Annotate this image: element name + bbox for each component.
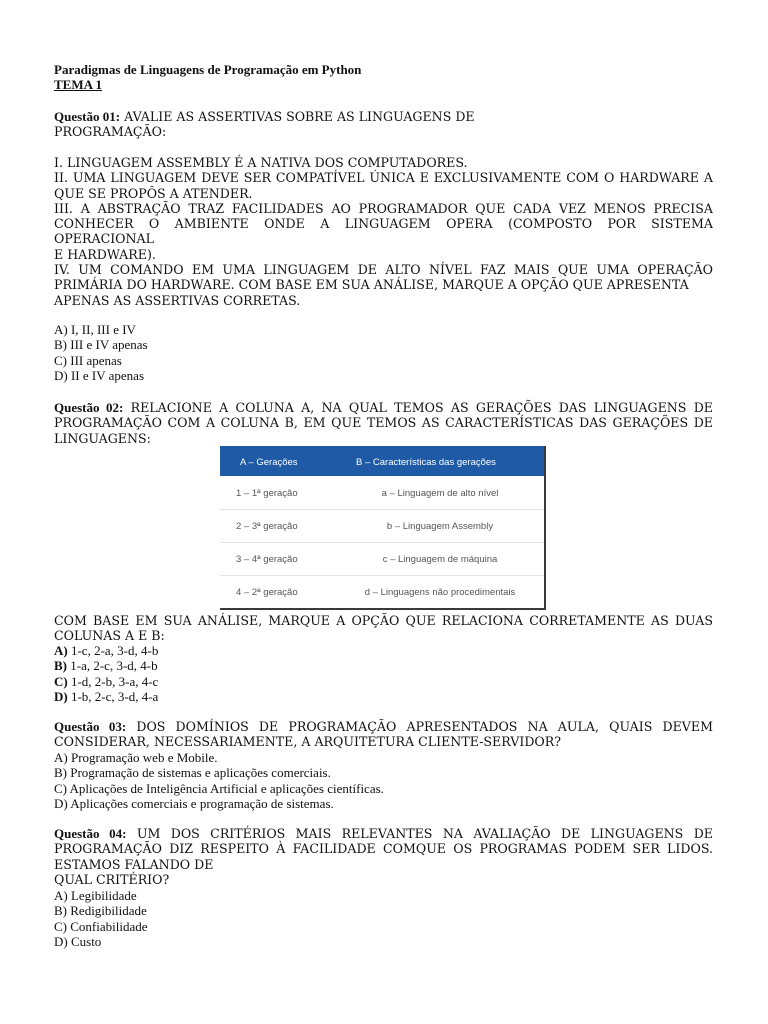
option-d[interactable]: D) 1-b, 2-c, 3-d, 4-a — [54, 688, 159, 704]
cell-generation: 1 – 1ª geração — [236, 488, 298, 499]
question-text: COLUNAS A E B: — [54, 628, 165, 644]
question-01 — [54, 109, 713, 140]
table-row — [220, 509, 544, 543]
cell-characteristic: d – Linguagens não procedimentais — [364, 587, 516, 598]
table-row — [220, 542, 544, 576]
question-text: AVALIE AS ASSERTIVAS SOBRE AS LINGUAGENS DE — [120, 109, 475, 124]
cell-characteristic: c – Linguagem de máquina — [382, 554, 498, 565]
question-03-options — [54, 750, 713, 811]
header-column-a: A – Gerações — [240, 457, 298, 468]
question-04 — [54, 826, 713, 887]
question-01-assertions — [54, 155, 713, 293]
option-d[interactable]: D) Aplicações comerciais e programação de sistemas. — [54, 795, 334, 811]
question-04-options — [54, 888, 713, 949]
option-c[interactable]: C) Aplicações de Inteligência Artificial e aplicações científicas. — [54, 780, 384, 796]
cell-generation: 4 – 2ª geração — [236, 587, 298, 598]
table-row — [220, 476, 544, 510]
question-label: Questão 02: — [54, 400, 124, 415]
assertion-line: E HARDWARE). — [54, 246, 156, 262]
table-row — [220, 575, 544, 608]
assertion-line: PRIMÁRIA DO HARDWARE. COM BASE EM SUA ANÁLISE, MARQUE A OPÇÃO QUE APRESENTA — [54, 277, 689, 293]
question-text: QUAL CRITÉRIO? — [54, 871, 170, 887]
question-02-after — [54, 613, 713, 644]
question-label: Questão 04: — [54, 826, 127, 841]
option-b[interactable]: B) Programação de sistemas e aplicações comerciais. — [54, 765, 331, 781]
generations-table — [220, 446, 546, 610]
option-d[interactable]: D) II e IV apenas — [54, 367, 144, 383]
question-text: RELACIONE A COLUNA A, NA QUAL TEMOS AS GERAÇÕES DAS LINGUAGENS DE — [123, 400, 713, 415]
question-03 — [54, 719, 713, 750]
question-text: PROGRAMAÇÃO COM A COLUNA B, EM QUE TEMOS AS CARACTERÍSTICAS DAS GERAÇÕES DE — [54, 415, 713, 431]
option-a[interactable]: A) Legibilidade — [54, 888, 137, 903]
assertion-line: III. A ABSTRAÇÃO TRAZ FACILIDADES AO PROGRAMADOR QUE CADA VEZ MENOS PRECISA — [54, 200, 713, 216]
option-a[interactable]: A) I, II, III e IV — [54, 322, 136, 337]
assertion-line: II. UMA LINGUAGEM DEVE SER COMPATÍVEL ÚNICA E EXCLUSIVAMENTE COM O HARDWARE A — [54, 170, 713, 186]
question-text: PROGRAMAÇÃO DIZ RESPEITO À FACILIDADE COMQUE OS PROGRAMAS PODEM SER LIDOS. — [54, 841, 713, 857]
question-text: CONSIDERAR, NECESSARIAMENTE, A ARQUITETURA CLIENTE-SERVIDOR? — [54, 734, 561, 750]
question-text: ESTAMOS FALANDO DE — [54, 856, 214, 872]
cell-characteristic: b – Linguagem Assembly — [386, 521, 494, 532]
option-b[interactable]: B) 1-a, 2-c, 3-d, 4-b — [54, 658, 158, 674]
option-c[interactable]: C) Confiabilidade — [54, 918, 148, 934]
question-text: PROGRAMAÇÃO: — [54, 124, 167, 140]
option-c[interactable]: C) III apenas — [54, 352, 122, 368]
question-text: UM DOS CRITÉRIOS MAIS RELEVANTES NA AVALIAÇÃO DE LINGUAGENS DE — [126, 826, 713, 841]
cell-generation: 2 – 3ª geração — [236, 521, 298, 532]
question-02 — [54, 400, 713, 446]
question-text: APENAS AS ASSERTIVAS CORRETAS. — [54, 293, 301, 308]
question-text: COM BASE EM SUA ANÁLISE, MARQUE A OPÇÃO QUE RELACIONA CORRETAMENTE AS DUAS — [54, 613, 713, 628]
question-text: DOS DOMÍNIOS DE PROGRAMAÇÃO APRESENTADOS NA AULA, QUAIS DEVEM — [126, 719, 713, 734]
cell-generation: 3 – 4ª geração — [236, 554, 298, 565]
option-b[interactable]: B) Redigibilidade — [54, 903, 147, 919]
option-c[interactable]: C) 1-d, 2-b, 3-a, 4-c — [54, 673, 159, 689]
assertion-line: IV. UM COMANDO EM UMA LINGUAGEM DE ALTO NÍVEL FAZ MAIS QUE UMA OPERAÇÃO — [54, 262, 713, 278]
question-02-options — [54, 643, 713, 704]
question-01-tail — [54, 293, 713, 308]
assertion-line: I. LINGUAGEM ASSEMBLY É A NATIVA DOS COMPUTADORES. — [54, 155, 468, 170]
document-header — [54, 62, 713, 93]
option-b[interactable]: B) III e IV apenas — [54, 337, 148, 353]
header-column-b: B – Características das gerações — [356, 457, 496, 468]
question-label: Questão 03: — [54, 719, 127, 734]
option-a[interactable]: A) 1-c, 2-a, 3-d, 4-b — [54, 643, 159, 658]
option-a[interactable]: A) Programação web e Mobile. — [54, 750, 218, 765]
question-01-options — [54, 322, 713, 383]
question-label: Questão 01: — [54, 109, 121, 124]
tema-heading: TEMA 1 — [54, 77, 103, 93]
assertion-line: CONHECER O AMBIENTE ONDE A LINGUAGEM OPERA (COMPOSTO POR SISTEMA OPERACIONAL — [54, 216, 713, 247]
assertion-line: QUE SE PROPÔS A ATENDER. — [54, 185, 253, 201]
cell-characteristic: a – Linguagem de alto nível — [381, 488, 499, 499]
question-text: LINGUAGENS: — [54, 430, 151, 446]
option-d[interactable]: D) Custo — [54, 933, 102, 949]
table-header — [220, 446, 544, 476]
document-title: Paradigmas de Linguagens de Programação em Python — [54, 62, 362, 77]
